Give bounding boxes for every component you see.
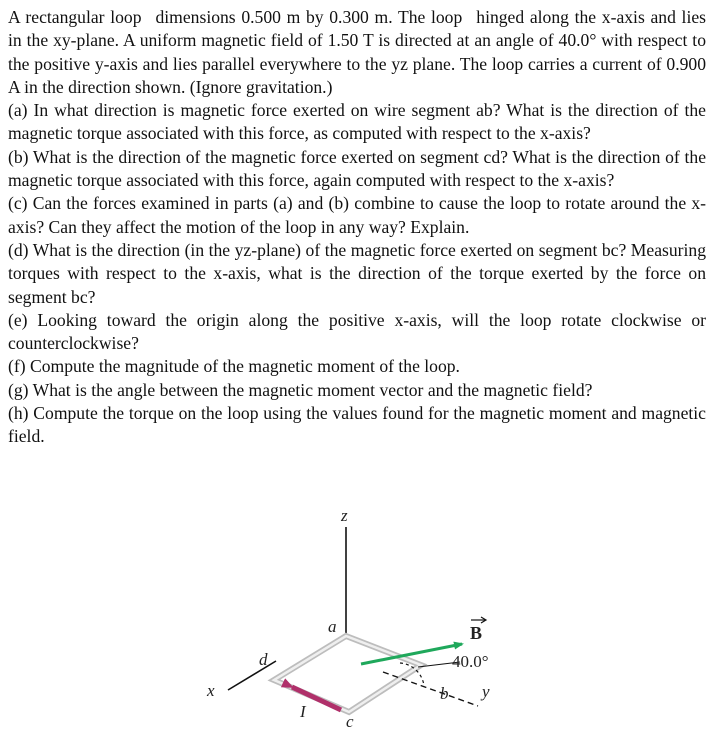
x-axis-label: x [207, 681, 215, 700]
field-label: B [470, 623, 483, 643]
z-axis-label: z [341, 506, 348, 525]
y-axis-line [383, 672, 478, 706]
corner-b-label: b [440, 684, 449, 703]
corner-c-label: c [346, 712, 354, 731]
question-g: (g) What is the angle between the magnetic moment vector and the magnetic field? [8, 379, 593, 400]
question-f: (f) Compute the magnitude of the magnetic moment of the loop. [8, 356, 460, 377]
question-e: (e) Looking toward the origin along the positive x-axis, will the loop rotate clockwise or counterclockwise? [8, 309, 706, 354]
problem-statement [8, 6, 706, 449]
question-d: (d) What is the direction (in the yz-plane) of the magnetic force exerted on segment bc? Measuring torques with respect to the x-axis, what is the direction of the torque exerted by the force on segment bc? [8, 239, 706, 307]
loop-figure [0, 490, 714, 742]
intro-part-a: A rectangular loop [8, 7, 142, 27]
question-c: (c) Can the forces examined in parts (a) and (b) combine to cause the loop to rotate around the x-axis? Can they affect the motion of the loop in any way? Explain. [8, 193, 706, 237]
question-h: (h) Compute the torque on the loop using the values found for the magnetic moment and magnetic field. [8, 403, 706, 447]
intro-part-b: dimensions 0.500 m by 0.300 m. The loop [155, 7, 463, 27]
corner-a-label: a [328, 617, 337, 636]
intro-part-c: hinged along the x-axis and lies in the xy-plane. A uniform magnetic field of 1.50 T is directed at an angle of 40.0° with respect to the positive y-axis and lies parallel everywhere to the yz plane. The loop carries a current of 0.900 A in the direction shown. (Ignore gravitation.) [8, 7, 706, 97]
current-label: I [300, 702, 306, 721]
question-a: (a) In what direction is magnetic force exerted on wire segment ab? What is the direction of the magnetic torque associated with this force, as computed with respect to the x-axis? [8, 100, 706, 144]
problem-intro [8, 6, 706, 99]
question-b: (b) What is the direction of the magnetic force exerted on segment cd? What is the direction of the magnetic torque associated with this force, again computed with respect to the x-axis? [8, 146, 706, 191]
corner-d-label: d [259, 650, 268, 669]
x-axis-line [228, 661, 276, 690]
y-axis-label: y [482, 682, 490, 701]
current-loop [274, 636, 421, 712]
angle-label: 40.0° [452, 652, 489, 671]
